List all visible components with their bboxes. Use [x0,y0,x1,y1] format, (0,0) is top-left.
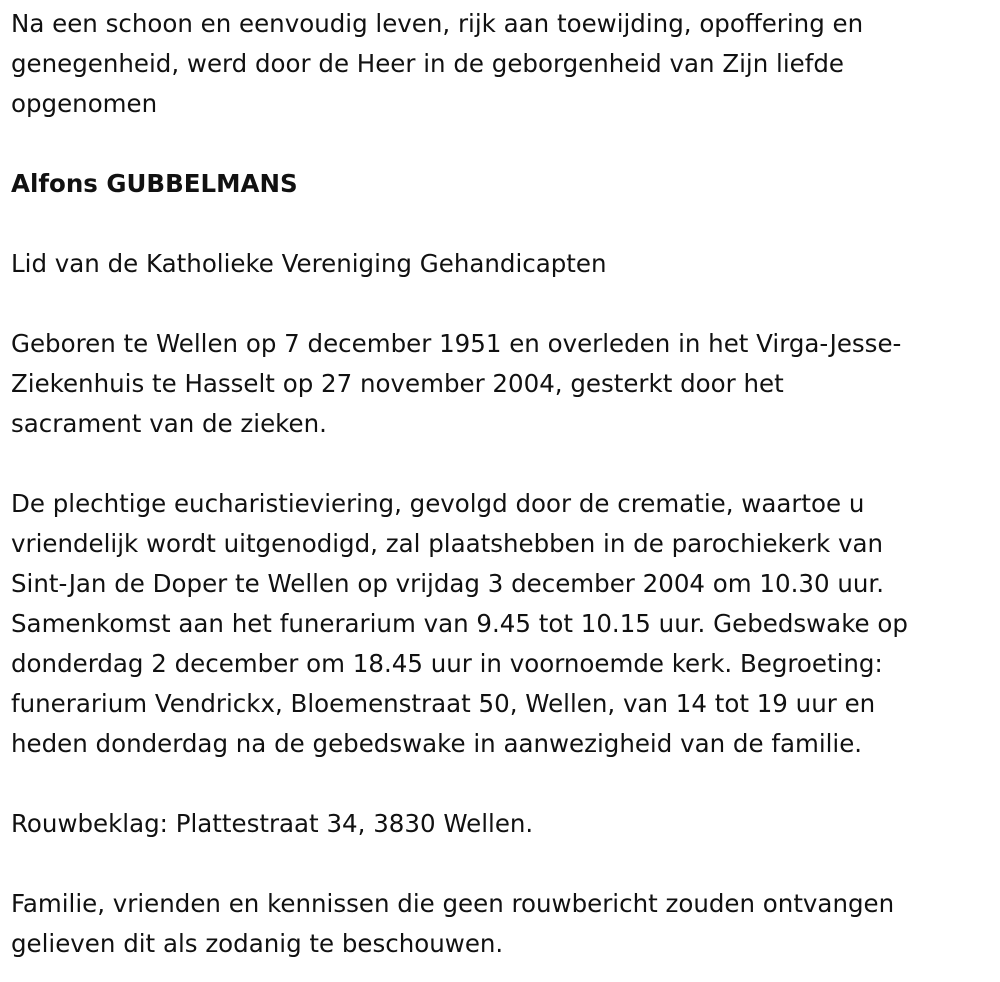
membership-line: Lid van de Katholieke Vereniging Gehandicapten [11,249,607,278]
deceased-name: Alfons GUBBELMANS [11,169,298,198]
birth-death-paragraph: Geboren te Wellen op 7 december 1951 en overleden in het Virga-Jesse- Ziekenhuis te Hasselt op 27 november 2004, gesterkt door het sacrament van de zieken. [11,329,902,438]
intro-paragraph: Na een schoon en eenvoudig leven, rijk aan toewijding, opoffering en genegenheid, werd door de Heer in de geborgenheid van Zijn liefde opgenomen [11,9,864,118]
condolence-address: Rouwbeklag: Plattestraat 34, 3830 Wellen. [11,809,534,838]
closing-paragraph: Familie, vrienden en kennissen die geen rouwbericht zouden ontvangen gelieven dit als zodanig te beschouwen. [11,889,895,958]
obituary-notice [11,4,986,964]
ceremony-paragraph: De plechtige eucharistieviering, gevolgd door de crematie, waartoe u vriendelijk wordt uitgenodigd, zal plaatshebben in de parochiekerk van Sint-Jan de Doper te Wellen op vrijdag 3 december 2004 om 10.30 uur. Samenkomst aan het funerarium van 9.45 tot 10.15 uur. Gebedswake op donderdag 2 december om 18.45 uur in voornoemde kerk. Begroeting: funerarium Vendrickx, Bloemenstraat 50, Wellen, van 14 tot 19 uur en heden donderdag na de gebedswake in aanwezigheid van de familie. [11,489,908,758]
